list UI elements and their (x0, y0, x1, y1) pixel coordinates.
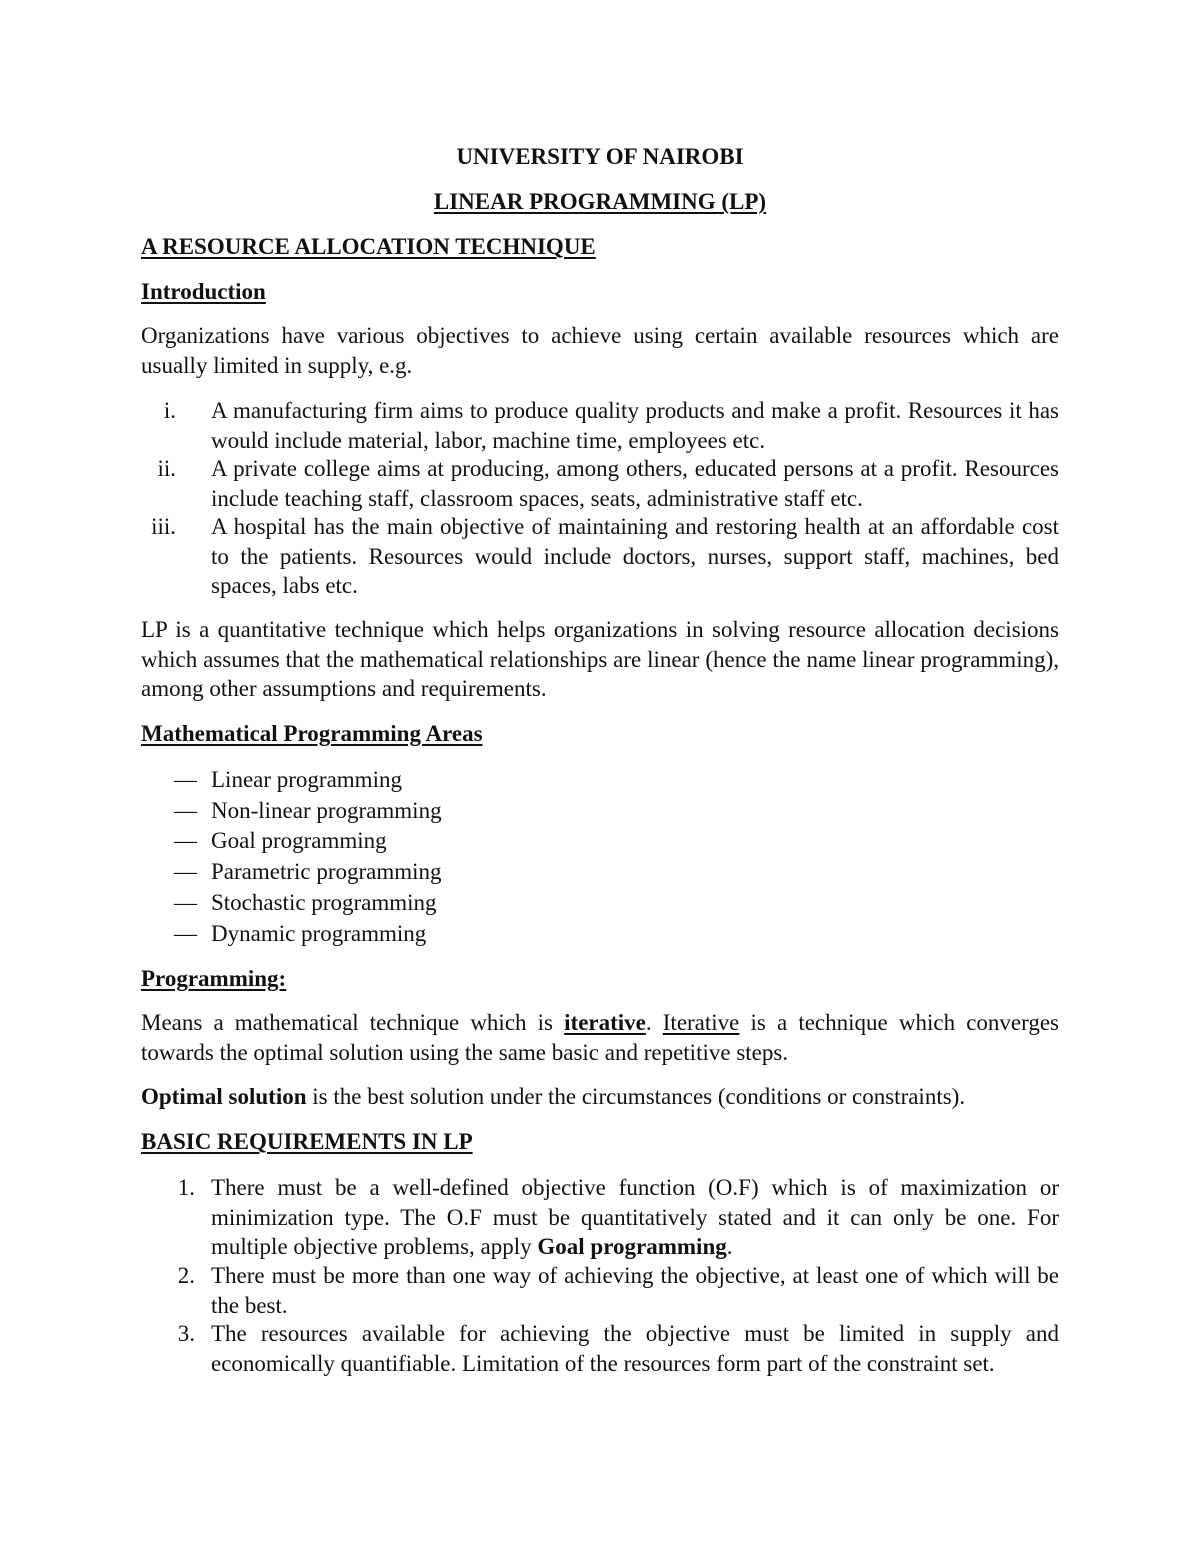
list-marker: 2. (177, 1263, 195, 1288)
requirement-text-end: . (726, 1234, 733, 1259)
list-item-text: Linear programming (211, 767, 402, 792)
dash-marker: — (174, 767, 197, 792)
programming-text-end: is a technique which converges towards the optimal solution using the same basic and repetitive steps. (141, 1010, 1060, 1065)
optimal-solution-definition: is the best solution under the circumstances (conditions or constraints). (306, 1084, 966, 1109)
iterative-term: Iterative (662, 1010, 740, 1035)
list-marker: ii. (157, 456, 176, 481)
university-title: UNIVERSITY OF NAIROBI (456, 144, 744, 169)
list-item-text: Dynamic programming (211, 921, 427, 946)
section-title: A RESOURCE ALLOCATION TECHNIQUE (141, 234, 596, 259)
list-marker: iii. (151, 514, 176, 539)
list-item-text (211, 1173, 1059, 1262)
optimal-solution-paragraph (141, 1082, 1059, 1112)
introduction-paragraph: Organizations have various objectives to achieve using certain available resources which are usually limited in supply, e.g. (141, 323, 1059, 378)
goal-programming-term: Goal programming (537, 1234, 727, 1259)
dash-marker: — (174, 890, 197, 915)
dash-marker: — (174, 828, 197, 853)
iterative-term-bold: iterative (564, 1010, 646, 1035)
lp-definition-paragraph: LP is a quantitative technique which helps organizations in solving resource allocation decisions which assumes that the mathematical relationships are linear (hence the name linear programming), among other assumptions and requirements. (141, 617, 1059, 701)
programming-period: . (645, 1010, 663, 1035)
list-item-text: Parametric programming (211, 859, 442, 884)
list-item-text: Stochastic programming (211, 890, 437, 915)
list-item-text: There must be more than one way of achieving the objective, at least one of which will be the best. (211, 1263, 1059, 1318)
list-marker: 1. (177, 1175, 195, 1200)
list-item-text: Goal programming (211, 828, 387, 853)
dash-marker: — (174, 798, 197, 823)
course-title (0, 187, 1200, 217)
list-item-text: A private college aims at producing, among others, educated persons at a profit. Resources include teaching staff, classroom spaces, seats, administrative staff etc. (211, 456, 1059, 511)
requirements-heading: BASIC REQUIREMENTS IN LP (141, 1129, 473, 1154)
programming-text-start: Means a mathematical technique which is (141, 1010, 565, 1035)
dash-marker: — (174, 921, 197, 946)
introduction-heading: Introduction (141, 279, 266, 304)
dash-marker: — (174, 859, 197, 884)
list-marker: i. (163, 398, 176, 423)
programming-paragraph (141, 1008, 1059, 1067)
optimal-solution-term: Optimal solution (141, 1084, 307, 1109)
list-marker: 3. (177, 1321, 195, 1346)
list-item-text: A hospital has the main objective of maintaining and restoring health at an affordable cost to the patients. Resources would include doctors, nurses, support staff, machines, bed spaces, labs etc. (211, 514, 1059, 598)
list-item-text: A manufacturing firm aims to produce quality products and make a profit. Resources it has would include material, labor, machine time, employees etc. (211, 398, 1059, 453)
list-item-text: The resources available for achieving the objective must be limited in supply and economically quantifiable. Limitation of the resources form part of the constraint set. (211, 1321, 1059, 1376)
math-programming-heading: Mathematical Programming Areas (141, 721, 483, 746)
requirement-text: There must be a well-defined objective function (O.F) which is of maximization or minimization type. The O.F must be quantitatively stated and it can only be one. For multiple objective problems, apply (211, 1175, 1059, 1259)
course-title-text: LINEAR PROGRAMMING (LP) (433, 189, 767, 214)
list-item-text: Non-linear programming (211, 798, 442, 823)
programming-heading: Programming: (141, 966, 287, 991)
